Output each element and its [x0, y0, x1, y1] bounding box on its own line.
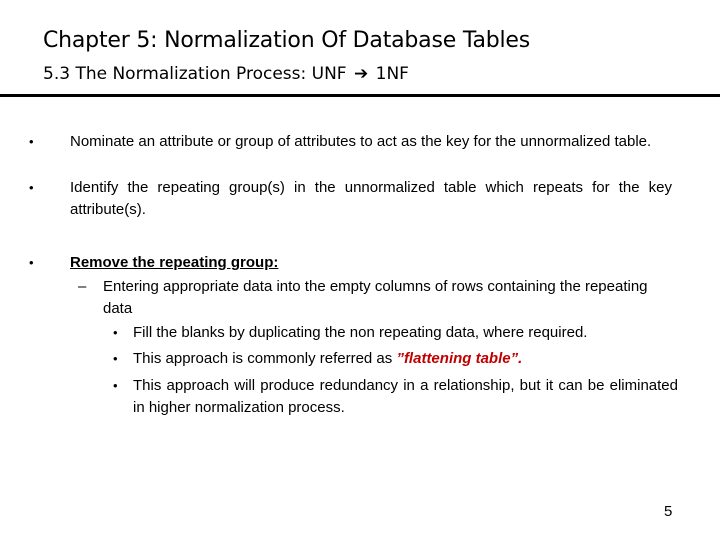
- flattening-table-term: ”flattening table”.: [396, 350, 523, 367]
- subtitle-target: 1NF: [375, 64, 409, 84]
- bullet-remove-repeating: Remove the repeating group:: [70, 254, 279, 271]
- sub-sub-bullet-marker: •: [113, 351, 118, 366]
- bullet-marker: •: [29, 255, 34, 270]
- sub-sub-bullet-redundancy: This approach will produce redundancy in a relationship, but it can be eliminated in higher normalization process.: [133, 377, 678, 416]
- bullet-identify-repeating: Identify the repeating group(s) in the unnormalized table which repeats for the key attribute(s).: [70, 179, 672, 218]
- bullet-nominate-key: Nominate an attribute or group of attributes to act as the key for the unnormalized table.: [70, 133, 652, 150]
- sub-bullet-marker: –: [78, 278, 87, 295]
- flattening-prefix: This approach is commonly referred as: [133, 350, 397, 367]
- slide-title: Chapter 5: Normalization Of Database Tables: [43, 28, 531, 53]
- subtitle-text: 5.3 The Normalization Process: UNF: [43, 64, 347, 84]
- sub-sub-bullet-fill-blanks: Fill the blanks by duplicating the non repeating data, where required.: [133, 324, 588, 341]
- sub-sub-bullet-marker: •: [113, 325, 118, 340]
- title-divider: [0, 94, 720, 97]
- sub-sub-bullet-flattening: [133, 348, 678, 370]
- sub-bullet-entering-data: Entering appropriate data into the empty columns of rows containing the repeating data: [103, 278, 648, 317]
- bullet-marker: •: [29, 180, 34, 195]
- right-arrow-icon: ➔: [353, 64, 369, 84]
- bullet-marker: •: [29, 134, 34, 149]
- page-number: 5: [664, 503, 673, 520]
- sub-sub-bullet-marker: •: [113, 378, 118, 393]
- slide-subtitle: [43, 61, 409, 87]
